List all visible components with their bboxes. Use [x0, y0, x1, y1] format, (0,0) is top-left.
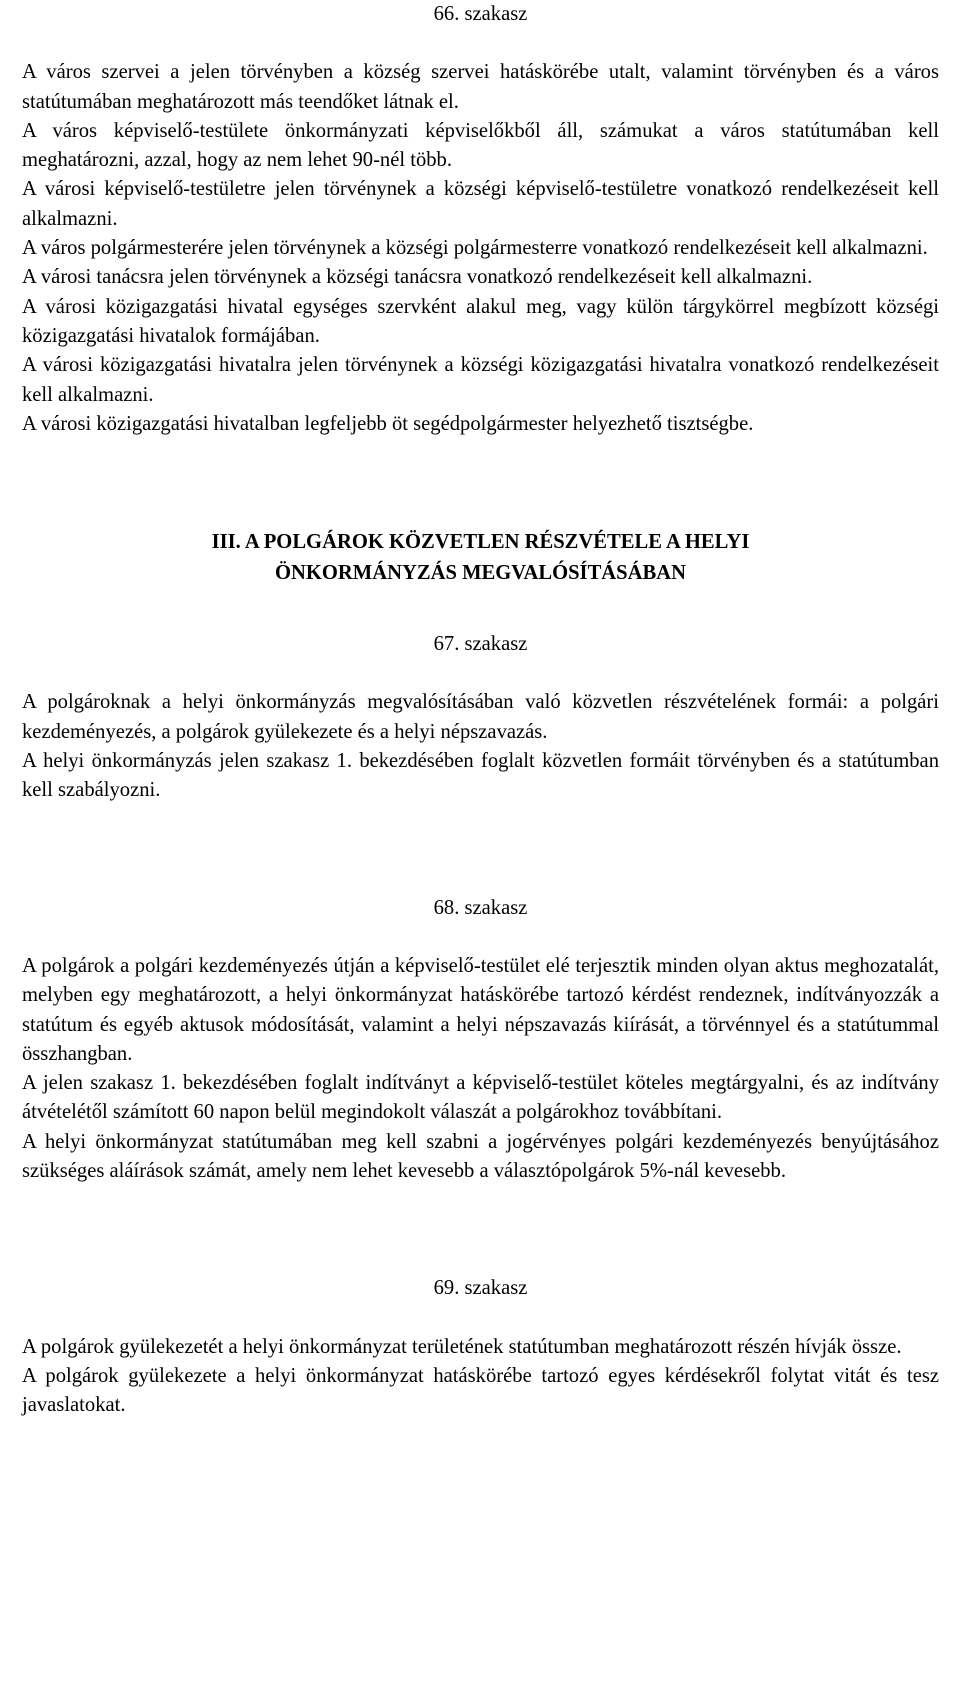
- paragraph: A polgárok a polgári kezdeményezés útján a képviselő-testület elé terjesztik minden olyan aktus meghozatalát, melyben egy meghatározott, a helyi önkormányzat hatáskörébe tartozó kérdést rendeznek, indítványozzák a statútum és egyéb aktusok módosítását, valamint a helyi népszavazás kiírását, a törvénnyel és a statútummal összhangban.: [22, 954, 939, 1065]
- section-67-title: 67. szakasz: [433, 633, 528, 656]
- chapter-heading-line-2: ÖNKORMÁNYZÁS MEGVALÓSÍTÁSÁBAN: [275, 562, 686, 585]
- paragraph: A jelen szakasz 1. bekezdésében foglalt indítványt a képviselő-testület köteles megtárgyalni, és az indítvány átvételétől számított 60 napon belül megindokolt válaszát a polgárokhoz továbbítani.: [22, 1072, 939, 1124]
- paragraph: A helyi önkormányzat statútumában meg kell szabni a jogérvényes polgári kezdeményezés benyújtásához szükséges aláírások számát, amely nem lehet kevesebb a választópolgárok 5%-nál kevesebb.: [22, 1130, 939, 1183]
- paragraph: A városi közigazgatási hivatalra jelen törvénynek a községi közigazgatási hivatalra vonatkozó rendelkezéseit kell alkalmazni.: [22, 354, 939, 406]
- section-68-title: 68. szakasz: [433, 896, 528, 919]
- paragraph: A város képviselő-testülete önkormányzati képviselőkből áll, számukat a város statútumában kell meghatározni, azzal, hogy az nem lehet 90-nél több.: [22, 119, 939, 172]
- paragraph: A helyi önkormányzás jelen szakasz 1. bekezdésében foglalt közvetlen formáit törvényben és a statútumban kell szabályozni.: [22, 750, 939, 802]
- paragraph: A polgároknak a helyi önkormányzás megvalósításában való közvetlen részvételének formái: a polgári kezdeményezés, a polgárok gyülekezete és a helyi népszavazás.: [22, 691, 939, 743]
- paragraph: A város polgármesterére jelen törvénynek a községi polgármesterre vonatkozó rendelkezéseit kell alkalmazni.: [22, 237, 928, 260]
- paragraph: A városi közigazgatási hivatal egységes szervként alakul meg, vagy külön tárgykörrel megbízott községi közigazgatási hivatalok formájában.: [22, 295, 939, 347]
- section-66-title: 66. szakasz: [433, 3, 528, 25]
- paragraph: A város szervei a jelen törvényben a község szervei hatáskörébe utalt, valamint törvényben és a város statútumában meghatározott más teendőket látnak el.: [22, 61, 939, 113]
- paragraph: A városi képviselő-testületre jelen törvénynek a községi képviselő-testületre vonatkozó rendelkezéseit kell alkalmazni.: [22, 178, 939, 230]
- paragraph: A városi közigazgatási hivatalban legfeljebb öt segédpolgármester helyezhető tisztségbe.: [22, 412, 754, 435]
- paragraph: A városi tanácsra jelen törvénynek a községi tanácsra vonatkozó rendelkezéseit kell alkalmazni.: [22, 266, 813, 289]
- paragraph: A polgárok gyülekezetét a helyi önkormányzat területének statútumban meghatározott részén hívják össze.: [22, 1335, 902, 1358]
- paragraph: A polgárok gyülekezete a helyi önkormányzat hatáskörébe tartozó egyes kérdésekről folytat vitát és tesz javaslatokat.: [22, 1364, 939, 1417]
- section-69-title: 69. szakasz: [433, 1277, 528, 1300]
- chapter-heading-line-1: III. A POLGÁROK KÖZVETLEN RÉSZVÉTELE A HELYI: [211, 531, 750, 554]
